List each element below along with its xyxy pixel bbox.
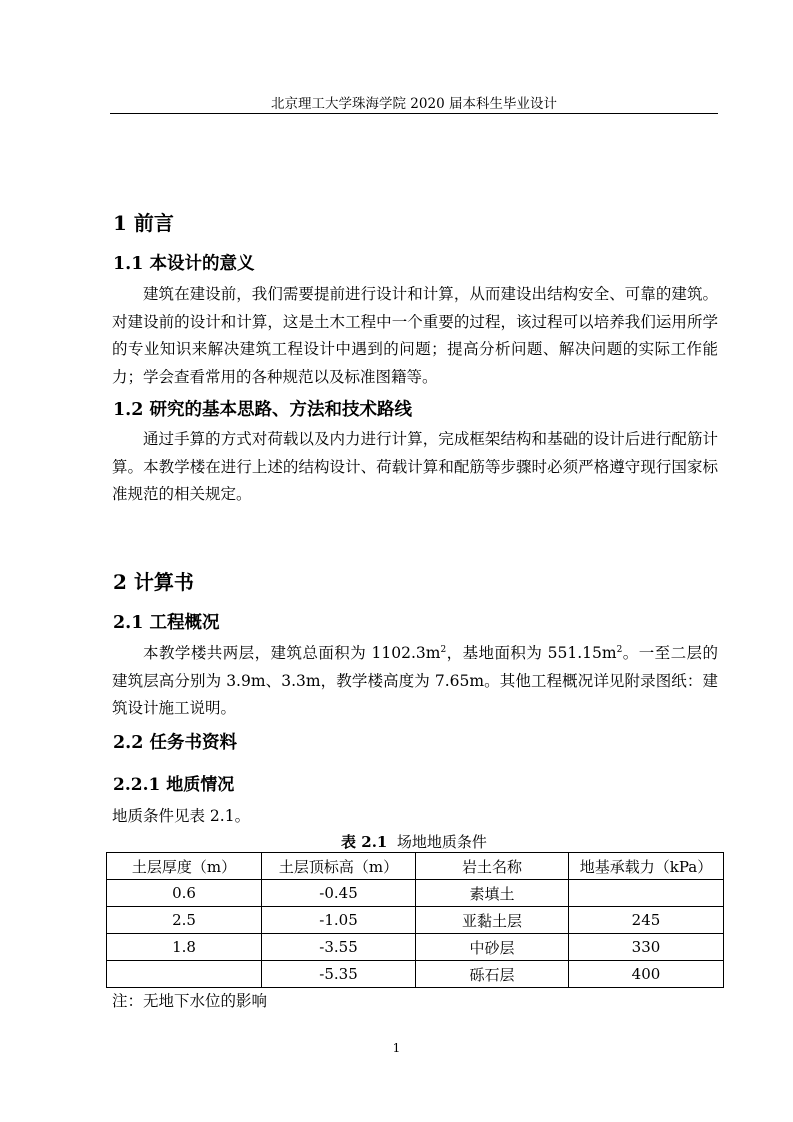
table-cell: 亚黏土层 (416, 907, 569, 934)
page-number: 1 (392, 1041, 401, 1055)
table-caption (110, 831, 718, 852)
table-cell: 中砂层 (416, 934, 569, 961)
header-divider (110, 113, 718, 114)
table-reference-text: 地质条件见表 2.1。 (112, 807, 251, 825)
table-header-row (107, 853, 724, 880)
table-cell: 245 (569, 907, 724, 934)
paragraph-text-2: ，基地面积为 551.15m (446, 644, 617, 662)
table-cell: -0.45 (262, 880, 416, 907)
section-2-2-heading: 2.2 任务书资料 (113, 733, 238, 753)
table-cell: 素填土 (416, 880, 569, 907)
table-cell: 2.5 (107, 907, 262, 934)
table-cell (569, 880, 724, 907)
section-1-2-paragraph: 通过手算的方式对荷载以及内力进行计算，完成框架结构和基础的设计后进行配筋计算。本教学楼在进行上述的结构设计、荷载计算和配筋等步骤时必须严格遵守现行国家标准规范的相关规定。 (112, 430, 718, 503)
section-2-heading: 2 计算书 (113, 570, 194, 594)
section-2-2-1-heading: 2.2.1 地质情况 (113, 775, 235, 795)
table-cell: 0.6 (107, 880, 262, 907)
table-note: 注：无地下水位的影响 (112, 992, 268, 1010)
section-1-1-paragraph: 建筑在建设前，我们需要提前进行设计和计算，从而建设出结构安全、可靠的建筑。对建设前的设计和计算，这是土木工程中一个重要的过程，该过程可以培养我们运用所学的专业知识来解决建筑工程设计中遇到的问题；提高分析问题、解决问题的实际工作能力；学会查看常用的各种规范以及标准图籍等。 (112, 285, 718, 386)
table-cell: 400 (569, 961, 724, 988)
table-cell: 1.8 (107, 934, 262, 961)
paragraph-text-3: 。一至二层的建筑层高分别为 3.9m、3.3m，教学楼高度为 7.65m。其他工程概况详见附录图纸：建筑设计施工说明。 (112, 644, 718, 717)
section-2-1-paragraph (112, 640, 718, 723)
table-cell: -3.55 (262, 934, 416, 961)
section-2-1-heading: 2.1 工程概况 (113, 613, 220, 633)
table-cell: 砾石层 (416, 961, 569, 988)
page-header-title: 北京理工大学珠海学院 2020 届本科生毕业设计 (271, 96, 557, 112)
table-row (107, 934, 724, 961)
column-header: 岩土名称 (416, 853, 569, 880)
table-cell: -1.05 (262, 907, 416, 934)
table-row (107, 961, 724, 988)
table-cell: -5.35 (262, 961, 416, 988)
section-1-heading: 1 前言 (113, 211, 174, 235)
superscript-2: 2 (440, 645, 447, 655)
geology-table (106, 852, 724, 988)
column-header: 地基承载力（kPa） (569, 853, 724, 880)
section-1-1-heading: 1.1 本设计的意义 (113, 254, 255, 274)
table-cell (107, 961, 262, 988)
column-header: 土层厚度（m） (107, 853, 262, 880)
table-caption-number: 表 2.1 (341, 833, 388, 851)
paragraph-text-1: 本教学楼共两层，建筑总面积为 1102.3m (143, 644, 441, 662)
table-caption-title: 场地地质条件 (396, 833, 487, 851)
table-row (107, 880, 724, 907)
section-1-2-heading: 1.2 研究的基本思路、方法和技术路线 (113, 400, 413, 420)
column-header: 土层顶标高（m） (262, 853, 416, 880)
superscript-2: 2 (616, 645, 623, 655)
table-cell: 330 (569, 934, 724, 961)
table-row (107, 907, 724, 934)
